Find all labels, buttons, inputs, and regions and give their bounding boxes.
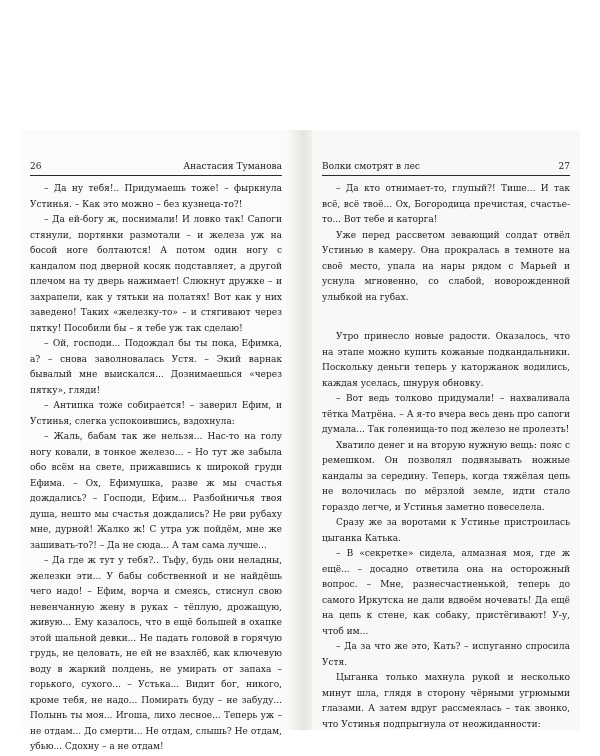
page-number: 27 — [558, 162, 570, 172]
left-page-text — [30, 182, 282, 756]
paragraph: Утро принесло новые радости. Оказалось, что на этапе можно купить кожаные подкандальники. Поскольку деньги теперь у каторжанок водились, каждая уселась, шнуруя обновку. — [322, 332, 570, 389]
paragraph: – Да кто отнимает-то, глупый?! Тише... И так всё, всё твоё... Ох, Богородица пречистая, счастье-то... Вот тебе и каторга! — [322, 184, 570, 225]
header-rule — [30, 175, 282, 176]
right-page — [312, 130, 580, 730]
paragraph: – Жаль, бабам так же нельзя... Нас-то на голу ногу ковали, в тонкое железо... – Но тут же забыла обо всём на свете, прижавшись к широкой груди Ефима. – Ох, Ефимушка, разве ж мы счастья дождались? – Господи, Ефим... Разбойничья твоя душа, нешто мы счастья дождались? Не рви рубаху мне, дурной! Жалко ж! С утра уж пойдём, мне же зашивать-то?! – Да не сюда... А там сама лучше... — [30, 432, 282, 551]
paragraph: Хватило денег и на вторую нужную вещь: пояс с ремешком. Он позволял подвязывать ножные кандалы за середину. Теперь, когда тяжёлая цепь не волочилась по мёрзлой земле, идти стало гораздо легче, и Устинья заметно повеселела. — [322, 440, 570, 513]
paragraph: Сразу же за воротами к Устинье пристроилась цыганка Катька. — [322, 518, 570, 544]
running-head: Волки смотрят в лес — [322, 162, 420, 172]
paragraph: – Да где ж тут у тебя?.. Тьфу, будь они неладны, железки эти... У бабы собственной и не найдёшь чего надо! – Ефим, ворча и смеясь, стиснул свою невенчанную жену в руках – тёплую, дрожащую, живую... Ему казалось, что в ещё большей в охапке этой шальной девки... Не падать головой в горячую грудь, не целовать, не ей не взахлёб, как ключевую воду в жаркий полдень, не умирать от запаха – горького, сухого... – Устька... Видит бог, никого, кроме тебя, не надо... Помирать буду – не забуду... Полынь ты моя... Игоша, лихо лесное... Теперь уж – не отдам... До смерти... Не отдам, слышь? Не отдам, убью... Сдохну – а не отдам! — [30, 556, 282, 752]
left-page-header — [30, 160, 282, 174]
paragraph: – Да ей-богу ж, поснимали! И ловко так! Сапоги стянули, портянки размотали – и железа уж на босой ноге болтаются! А потом один ногу с кандалом под дверной косяк подставляет, а другой плечом на ту дверь нажимает! Слюкнут дружке – и захрапели, как у тятьки на полатях! Вот как у них заведено! Таких «железку-то» – и стягивают через пятку! Пособили бы – я тебе уж так сделаю! — [30, 215, 282, 334]
left-page — [20, 130, 292, 752]
paragraph: – Да ну тебя!.. Придумаешь тоже! – фыркнула Устинья. – Как это можно – без кузнеца-то?! — [30, 184, 282, 210]
paragraph: Уже перед рассветом зевающий солдат отвёл Устинью в камеру. Она прокралась в темноте на своё место, упала на нары рядом с Марьей и уснула мгновенно, со слабой, новорожденной улыбкой на губах. — [322, 230, 570, 303]
paragraph: – В «секретке» сидела, алмазная моя, где ж ещё... – досадно ответила она на осторожный вопрос. – Мне, разнесчастненькой, теперь до самого Иркутска не дали вдвоём ночевать! Да ещё на цепь к стене, как собаку, пристёгивают! У-у, чтоб им... — [322, 549, 570, 637]
paragraph: – Да за что же это, Кать? – испуганно спросила Устя. — [322, 642, 570, 668]
right-page-header — [322, 160, 570, 174]
running-head: Анастасия Туманова — [183, 162, 282, 172]
header-rule — [322, 175, 570, 176]
paragraph: – Антипка тоже собирается! – заверил Ефим, и Устинья, слегка успокоившись, вздохнула: — [30, 401, 282, 427]
paragraph: – Ой, господи... Подождал бы ты пока, Ефимка, а? – снова заволновалась Устя. – Экий варнак бывалый мне выискался... Дознимаешься «через пятку», гляди! — [30, 339, 282, 396]
page-number: 26 — [30, 162, 42, 172]
paragraph: Цыганка только махнула рукой и несколько минут шла, глядя в сторону чёрными угрюмыми глазами. А затем вдруг рассмеялась – так звонко, что Устинья подпрыгнула от неожиданности: — [322, 673, 570, 730]
paragraph: – Вот ведь толково придумали! – нахваливала тётка Матрёна. – А я-то вчера весь день про сапоги думала... Так голенища-то под железо не пролезть! — [322, 394, 570, 435]
right-page-text — [322, 182, 570, 733]
